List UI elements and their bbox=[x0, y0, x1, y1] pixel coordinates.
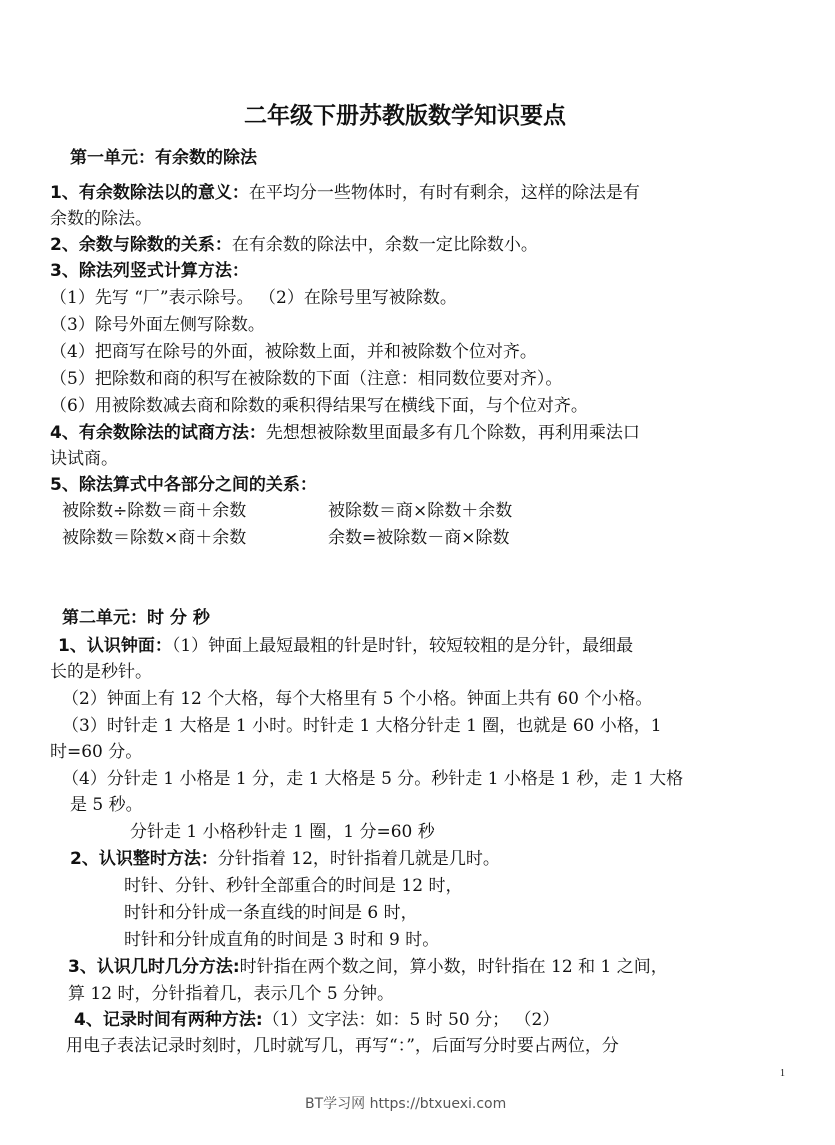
unit1-item4-cont: 诀试商。 bbox=[50, 449, 118, 469]
unit2-item4-label: 4、记录时间有两种方法: bbox=[74, 1010, 263, 1030]
unit2-item1-cont: 长的是秒针。 bbox=[50, 662, 152, 682]
unit2-item4-text: （1）文字法：如：5 时 50 分； （2） bbox=[262, 1010, 560, 1030]
unit1-item5-label: 5、除法算式中各部分之间的关系： bbox=[50, 475, 317, 495]
unit1-item2-label: 2、余数与除数的关系： bbox=[50, 235, 232, 255]
unit1-item4-text: 先想想被除数里面最多有几个除数，再利用乘法口 bbox=[265, 423, 640, 443]
unit2-item2-text: 分针指着 12，时针指着几就是几时。 bbox=[217, 849, 500, 869]
unit1-step: （4）把商写在除号的外面，被除数上面，并和被除数个位对齐。 bbox=[50, 342, 537, 362]
unit2-item1-p4-cont: 是 5 秒。 bbox=[70, 795, 143, 815]
unit1-item1-text: 在平均分一些物体时，有时有剩余，这样的除法是有 bbox=[248, 183, 640, 203]
unit2-item3-text: 时针指在两个数之间，算小数，时针指在 12 和 1 之间， bbox=[239, 957, 668, 977]
unit2-item2-line: 时针和分针成直角的时间是 3 时和 9 时。 bbox=[124, 930, 440, 950]
formula: 被除数＝除数×商＋余数 bbox=[62, 528, 247, 548]
unit1-item3-label: 3、除法列竖式计算方法： bbox=[50, 261, 249, 281]
unit2-item2-label: 2、认识整时方法： bbox=[70, 849, 218, 869]
unit1-step: （6）用被除数减去商和除数的乘积得结果写在横线下面，与个位对齐。 bbox=[50, 396, 588, 416]
unit1-step: （3）除号外面左侧写除数。 bbox=[50, 315, 265, 335]
unit1-item1 bbox=[50, 180, 640, 207]
page-number: 1 bbox=[780, 1068, 785, 1079]
unit2-item2-line: 时针和分针成一条直线的时间是 6 时， bbox=[124, 903, 418, 923]
unit2-item3 bbox=[68, 954, 668, 981]
formula: 余数=被除数－商×除数 bbox=[328, 528, 510, 548]
unit2-item1-p3-cont: 时=60 分。 bbox=[50, 742, 143, 762]
unit2-heading: 第二单元：时 分 秒 bbox=[62, 608, 210, 628]
unit1-item2 bbox=[50, 232, 538, 259]
unit2-item1-p5: 分针走 1 小格秒针走 1 圈，1 分=60 秒 bbox=[130, 822, 435, 842]
unit2-item2-line: 时针、分针、秒针全部重合的时间是 12 时， bbox=[124, 876, 463, 896]
unit1-step: （1）先写 “厂”表示除号。 （2）在除号里写被除数。 bbox=[50, 288, 457, 308]
formula: 被除数＝商×除数＋余数 bbox=[328, 501, 513, 521]
unit2-item1-p4: （4）分针走 1 小格是 1 分，走 1 大格是 5 分。秒针走 1 小格是 1 秒，走 1 大格 bbox=[62, 769, 684, 789]
unit1-item1-label: 1、有余数除法以的意义： bbox=[50, 183, 249, 203]
unit2-item4 bbox=[74, 1007, 559, 1034]
unit1-heading: 第一单元：有余数的除法 bbox=[70, 148, 257, 168]
unit2-item4-cont: 用电子表法记录时刻时，几时就写几，再写“：”，后面写分时要占两位，分 bbox=[66, 1036, 619, 1056]
unit2-item1-p2: （2）钟面上有 12 个大格，每个大格里有 5 个小格。钟面上共有 60 个小格。 bbox=[62, 689, 653, 709]
unit2-item3-label: 3、认识几时几分方法: bbox=[68, 957, 240, 977]
unit2-item1-p3: （3）时针走 1 大格是 1 小时。时针走 1 大格分针走 1 圈，也就是 60 小格，1 bbox=[62, 716, 662, 736]
unit2-item3-cont: 算 12 时，分针指着几，表示几个 5 分钟。 bbox=[68, 984, 395, 1004]
unit1-item1-cont: 余数的除法。 bbox=[50, 209, 152, 229]
unit1-item4-label: 4、有余数除法的试商方法： bbox=[50, 423, 266, 443]
footer-watermark: BT学习网 https://btxuexi.com bbox=[305, 1096, 507, 1112]
unit1-item2-text: 在有余数的除法中，余数一定比除数小。 bbox=[231, 235, 538, 255]
unit1-step: （5）把除数和商的积写在被除数的下面（注意：相同数位要对齐）。 bbox=[50, 369, 563, 389]
unit2-item2 bbox=[70, 846, 500, 873]
formula: 被除数÷除数＝商＋余数 bbox=[62, 501, 247, 521]
unit2-item1-text: （1）钟面上最短最粗的针是时针，较短较粗的是分针，最细最 bbox=[171, 636, 634, 656]
unit2-item1 bbox=[58, 633, 633, 660]
unit2-item1-label: 1、认识钟面： bbox=[58, 636, 172, 656]
unit1-item4 bbox=[50, 420, 640, 447]
page-title: 二年级下册苏教版数学知识要点 bbox=[244, 103, 566, 129]
